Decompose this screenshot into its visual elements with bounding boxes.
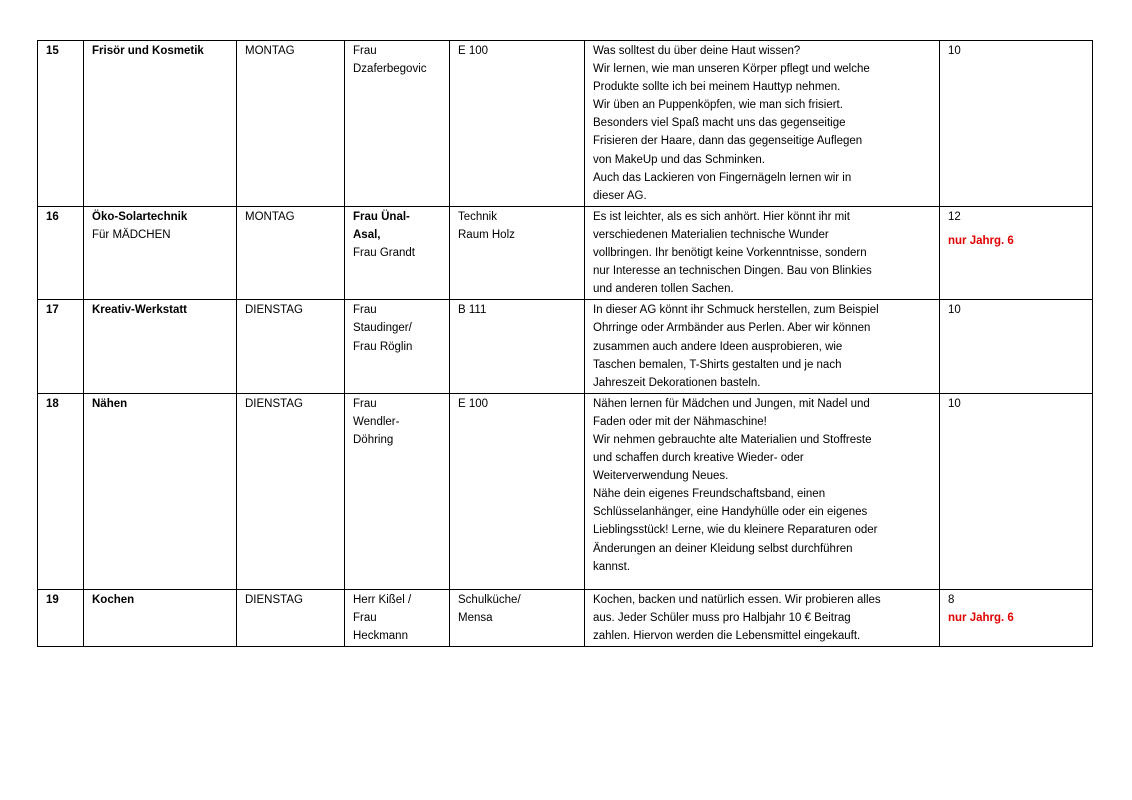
ag-places-count: 10 [948,397,961,410]
cell-line: E 100 [458,45,489,57]
cell-line: Was solltest du über deine Haut wissen? [593,45,801,57]
cell-line: Auch das Lackieren von Fingernägeln lernen wir in [593,171,852,184]
cell-line: Änderungen an deiner Kleidung selbst durchführen [593,542,853,555]
ag-teacher [345,589,450,646]
ag-room [450,41,585,207]
cell-line: Nähen [92,397,128,410]
cell-line: Wendler- [353,415,400,428]
ag-number-text: 16 [46,210,59,223]
cell-line: zusammen auch andere Ideen ausprobieren, wie [593,340,843,353]
cell-line: Nähe dein eigenes Freundschaftsband, einen [593,488,826,501]
cell-line: Wir nehmen gebrauchte alte Materialien und Stoffreste [593,433,872,446]
ag-day-text: DIENSTAG [245,593,303,606]
cell-line: verschiedenen Materialien technische Wunder [593,228,829,241]
cell-line: aus. Jeder Schüler muss pro Halbjahr 10 € Beitrag [593,611,851,624]
ag-day-text: DIENSTAG [245,397,303,410]
cell-line: Kreativ-Werkstatt [92,304,188,317]
ag-places-count: 12 [948,210,961,223]
table-row [38,300,1093,393]
cell-line: Kochen, backen und natürlich essen. Wir probieren alles [593,593,881,606]
cell-line: und anderen tollen Sachen. [593,283,734,296]
cell-line: Weiterverwendung Neues. [593,470,729,483]
ag-places [940,41,1093,207]
cell-line: Frau Röglin [353,340,413,353]
cell-line: Herr Kißel / [353,593,412,606]
ag-description [585,206,940,299]
cell-line: In dieser AG könnt ihr Schmuck herstellen, zum Beispiel [593,304,879,317]
cell-line: Mensa [458,611,493,624]
ag-grade-note: nur Jahrg. 6 [948,234,1014,247]
cell-line: Öko-Solartechnik [92,210,188,223]
ag-places [940,393,1093,589]
cell-line: Frau [353,397,377,410]
cell-line: Jahreszeit Dekorationen basteln. [593,376,761,389]
cell-line: Produkte sollte ich bei meinem Hauttyp nehmen. [593,81,841,94]
ag-day-text: MONTAG [245,45,295,57]
ag-name [84,41,237,207]
ag-day [237,393,345,589]
cell-line: Faden oder mit der Nähmaschine! [593,415,767,428]
ag-room [450,589,585,646]
ag-grade-note: nur Jahrg. 6 [948,611,1014,624]
cell-line: Taschen bemalen, T-Shirts gestalten und je nach [593,358,842,371]
ag-table-body [38,41,1093,647]
ag-description [585,589,940,646]
ag-number-text: 18 [46,397,59,410]
ag-table [37,40,1093,647]
ag-teacher [345,300,450,393]
cell-line: nur Interesse an technischen Dingen. Bau von Blinkies [593,265,872,278]
cell-line: von MakeUp und das Schminken. [593,153,765,166]
ag-number-text: 15 [46,45,59,57]
ag-number [38,300,84,393]
ag-name [84,206,237,299]
cell-line: Staudinger/ [353,322,412,335]
ag-number [38,41,84,207]
ag-description [585,300,940,393]
cell-line: Frisieren der Haare, dann das gegenseitige Auflegen [593,135,863,148]
cell-line: E 100 [458,397,489,410]
cell-line: Asal, [353,228,381,241]
ag-room [450,300,585,393]
ag-places [940,300,1093,393]
ag-number [38,589,84,646]
cell-line: Besonders viel Spaß macht uns das gegenseitige [593,117,846,130]
ag-places [940,206,1093,299]
ag-name [84,300,237,393]
cell-line: dieser AG. [593,189,647,202]
cell-line: Schlüsselanhänger, eine Handyhülle oder ein eigenes [593,506,868,519]
ag-day [237,206,345,299]
cell-line: Schulküche/ [458,593,521,606]
ag-places [940,589,1093,646]
cell-line: Raum Holz [458,228,515,241]
ag-description [585,393,940,589]
table-row [38,41,1093,207]
cell-line: Lieblingsstück! Lerne, wie du kleinere Reparaturen oder [593,524,878,537]
cell-line: Wir üben an Puppenköpfen, wie man sich frisiert. [593,99,843,112]
cell-line: Technik [458,210,497,223]
ag-room [450,393,585,589]
ag-places-count: 10 [948,304,961,317]
cell-line: vollbringen. Ihr benötigt keine Vorkenntnisse, sondern [593,247,867,260]
table-row [38,393,1093,589]
cell-line: Kochen [92,593,135,606]
ag-day-text: MONTAG [245,210,295,223]
ag-teacher [345,41,450,207]
ag-room [450,206,585,299]
ag-name [84,589,237,646]
cell-line: Frau Grandt [353,247,415,260]
ag-teacher [345,393,450,589]
cell-line: und schaffen durch kreative Wieder- oder [593,452,804,465]
cell-line: Döhring [353,433,394,446]
cell-line: Frau [353,45,377,57]
cell-line: Heckmann [353,629,408,642]
cell-line: Frisör und Kosmetik [92,45,204,57]
ag-day [237,41,345,207]
ag-number-text: 17 [46,304,59,317]
cell-line: kannst. [593,560,631,573]
cell-line: Nähen lernen für Mädchen und Jungen, mit Nadel und [593,397,870,410]
ag-day [237,300,345,393]
ag-teacher [345,206,450,299]
cell-line: Frau Ünal- [353,210,410,223]
cell-line: Frau [353,304,377,317]
ag-day-text: DIENSTAG [245,304,303,317]
ag-places-count: 8 [948,593,955,606]
ag-places-count: 10 [948,45,961,57]
cell-line: zahlen. Hiervon werden die Lebensmittel eingekauft. [593,629,861,642]
cell-line: Frau [353,611,377,624]
ag-number [38,206,84,299]
cell-line: Es ist leichter, als es sich anhört. Hier könnt ihr mit [593,210,850,223]
cell-line: Wir lernen, wie man unseren Körper pflegt und welche [593,63,870,76]
table-row [38,589,1093,646]
cell-line: Dzaferbegovic [353,63,427,76]
ag-name [84,393,237,589]
cell-line: B 111 [458,304,487,317]
ag-day [237,589,345,646]
table-row [38,206,1093,299]
ag-number [38,393,84,589]
ag-description [585,41,940,207]
cell-line: Ohrringe oder Armbänder aus Perlen. Aber wir können [593,322,871,335]
ag-number-text: 19 [46,593,59,606]
cell-line: Für MÄDCHEN [92,228,171,241]
